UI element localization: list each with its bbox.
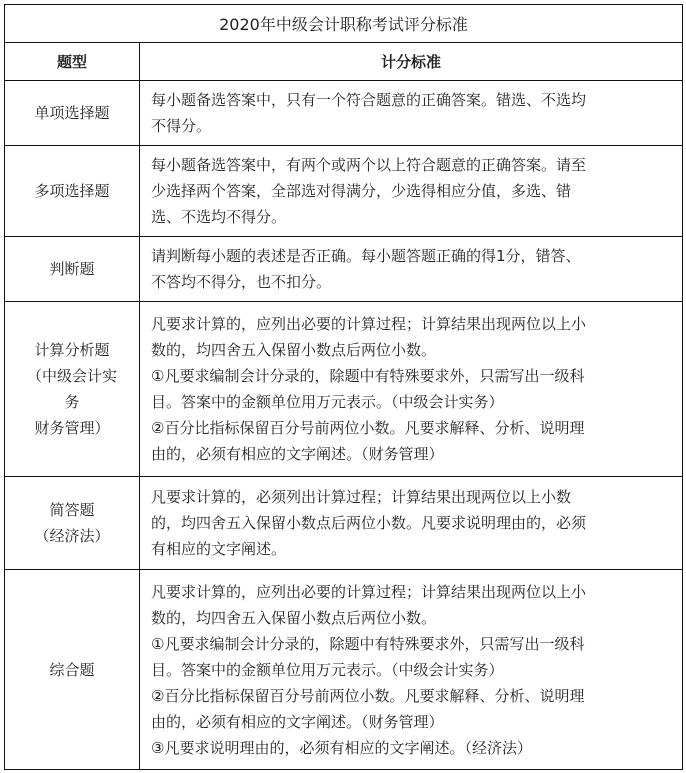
standard-line: 由的，必须有相应的文字阐述。（财务管理） [151,712,444,731]
question-type-cell [5,146,140,237]
standard-line: 凡要求计算的，必须列出计算过程；计算结果出现两位以上小数 [151,488,572,506]
table-row [5,81,683,146]
header-row [5,43,683,81]
question-type-cell [5,477,140,570]
standard-line: 目。答案中的金额单位用万元表示。（中级会计实务） [151,660,504,679]
scoring-standard-cell [140,477,683,570]
header-scoring-standard: 计分标准 [140,43,683,81]
question-type-line: 简答题 [49,501,95,519]
standard-line: 不答均不得分，也不扣分。 [151,273,332,291]
question-type-line: 单项选择题 [34,104,110,122]
question-type-line: 计算分析题 [34,341,110,359]
table-row [5,570,683,770]
header-question-type: 题型 [5,43,140,81]
standard-line: ②百分比指标保留百分号前两位小数。凡要求解释、分析、说明理 [151,419,585,437]
standard-line: 数的，均四舍五入保留小数点后两位小数。 [151,341,437,359]
question-type-cell [5,302,140,477]
question-type-line: （经济法） [34,527,110,545]
question-type-line: 多项选择题 [34,182,110,200]
standard-line: 选、不选均不得分。 [151,208,287,226]
scoring-standard-cell [140,81,683,146]
standard-line: 凡要求计算的，应列出必要的计算过程；计算结果出现两位以上小 [151,582,587,601]
table-row [5,237,683,302]
question-type-line: （中级会计实 [26,367,117,385]
question-type-line: 综合题 [49,660,95,679]
question-type-cell [5,570,140,770]
question-type-line: 判断题 [49,260,95,278]
scoring-standard-cell [140,570,683,770]
table-row [5,477,683,570]
scoring-standard-cell [140,146,683,237]
table-title: 2020年中级会计职称考试评分标准 [5,5,683,43]
standard-line: 请判断每小题的表述是否正确。每小题答题正确的得1分，错答、 [151,247,581,265]
question-type-cell [5,81,140,146]
standard-line: 目。答案中的金额单位用万元表示。（中级会计实务） [151,393,504,411]
scoring-standards-table [4,4,683,770]
question-type-line: 财务管理） [34,419,110,437]
standard-line: 的，均四舍五入保留小数点后两位小数。凡要求说明理由的，必须 [151,514,587,532]
standard-line: 不得分。 [151,117,212,135]
table-row [5,302,683,477]
standard-line: ①凡要求编制会计分录的，除题中有特殊要求外，只需写出一级科 [151,367,585,385]
table-row [5,146,683,237]
question-type-line: 务 [64,393,80,411]
standard-line: ①凡要求编制会计分录的，除题中有特殊要求外，只需写出一级科 [151,634,585,653]
scoring-standard-cell [140,237,683,302]
standard-line: 少选择两个答案，全部选对得满分，少选得相应分值，多选、错 [151,182,572,200]
standard-line: 每小题备选答案中，有两个或两个以上符合题意的正确答案。请至 [151,156,587,174]
standard-line: 每小题备选答案中，只有一个符合题意的正确答案。错选、不选均 [151,91,587,109]
standard-line: ②百分比指标保留百分号前两位小数。凡要求解释、分析、说明理 [151,686,585,705]
title-row [5,5,683,43]
standard-line: 由的，必须有相应的文字阐述。（财务管理） [151,445,444,463]
scoring-standard-cell [140,302,683,477]
question-type-cell [5,237,140,302]
standard-line: 数的，均四舍五入保留小数点后两位小数。 [151,608,437,627]
standard-line: 有相应的文字阐述。 [151,540,287,558]
standard-line: ③凡要求说明理由的，必须有相应的文字阐述。（经济法） [151,738,532,757]
standard-line: 凡要求计算的，应列出必要的计算过程；计算结果出现两位以上小 [151,315,587,333]
